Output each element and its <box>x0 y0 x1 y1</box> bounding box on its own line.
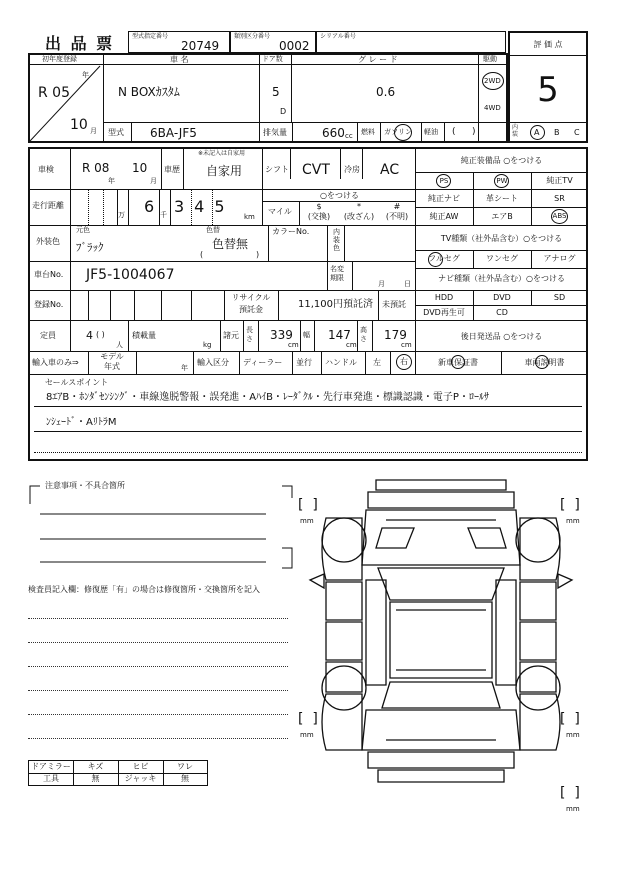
len-label: 長さ <box>246 326 253 343</box>
shift-label: シフト <box>265 165 289 174</box>
later-manual: 車両説明書 <box>524 358 565 367</box>
bracket-rear-right: [ ] <box>560 711 580 727</box>
model-value: 6BA-JF5 <box>150 126 197 140</box>
caution-frame <box>26 481 296 570</box>
capacity-label: 定員 <box>40 331 56 340</box>
mirror-label: ドアミラー <box>31 762 71 771</box>
doors-value: 5 <box>272 85 280 99</box>
change-color-label: 色替 <box>206 226 220 234</box>
unknown-text: (不明) <box>385 212 409 221</box>
car-name-label: 車 名 <box>170 55 189 64</box>
interior-label: 内装 <box>512 124 519 138</box>
vin-value: JF5-1004067 <box>86 267 175 283</box>
mm-rear-bottom: mm <box>566 805 580 813</box>
parallel-option: 並行 <box>296 358 312 367</box>
color-label: 外装色 <box>36 237 60 246</box>
inspect-year: R 08 <box>82 161 110 175</box>
paren-open: ( <box>200 250 204 259</box>
equip-cd: CD <box>496 308 508 317</box>
history-value: 自家用 <box>206 164 243 178</box>
mileage-man: 6 <box>144 197 155 216</box>
cc-label: 排気量 <box>263 128 287 137</box>
jack-label: ジャッキ <box>124 774 157 783</box>
cool-value: AC <box>380 162 400 178</box>
tv-fullseg: フルセグ <box>428 254 460 263</box>
load-label: 積載量 <box>132 331 156 340</box>
month-unit: 月 <box>90 127 97 135</box>
drive-4wd: 4WD <box>484 104 501 112</box>
namechg-label: 名変期限 <box>330 265 344 282</box>
fuel-paren: ( <box>452 127 456 137</box>
grade-label: グ レ ー ド <box>358 55 398 64</box>
inspector-label: 検査員記入欄：修復歴「有」の場合は修復箇所・交換箇所を記入 <box>28 585 260 594</box>
exchange-text: (交換) <box>307 212 331 221</box>
cool-label: 冷房 <box>344 165 360 174</box>
caution-label: 注意事項・不具合箇所 <box>45 481 125 490</box>
break-label: ワレ <box>177 762 193 771</box>
grade-score-label: 評 価 点 <box>533 40 563 49</box>
capacity-paren: ( ) <box>96 330 105 339</box>
hgt-value: 179 <box>384 328 407 342</box>
sales-label: セールスポイント <box>45 378 109 387</box>
jack-value: 無 <box>181 774 189 783</box>
exchange-sym: $ <box>316 202 322 211</box>
equip-std-tv: 純正TV <box>546 176 573 185</box>
tv-oneseg: ワンセグ <box>486 254 518 263</box>
type-no-value: 20749 <box>181 39 220 53</box>
namechg-day: 日 <box>404 280 411 288</box>
model-year-label-2: 年式 <box>104 362 120 371</box>
paren-close: ) <box>256 250 260 259</box>
mileage-sen: 345 <box>174 197 235 216</box>
reset-text: (改ざん) <box>343 212 375 221</box>
class-no-box <box>230 31 316 53</box>
interior-b: B <box>554 128 560 137</box>
import-label: 輸入車のみ⇒ <box>32 358 79 367</box>
bracket-front-left: [ ] <box>298 497 318 513</box>
mm-rear-left: mm <box>300 731 314 739</box>
wid-label: 幅 <box>303 331 310 339</box>
mm-front-left: mm <box>300 517 314 525</box>
history-note: ※未記入は自家用 <box>198 150 246 157</box>
reg-label: 登録No. <box>34 300 64 309</box>
change-color: 色替無 <box>212 237 249 251</box>
namechg-month: 月 <box>378 280 385 288</box>
navi-hdd: HDD <box>434 293 454 302</box>
serial-box <box>316 31 506 53</box>
bracket-rear-bottom: [ ] <box>560 785 580 801</box>
import-type-label: 輸入区分 <box>197 358 229 367</box>
recycle-value: 11,100円預託済 <box>298 299 373 310</box>
unknown-sym: # <box>393 202 401 211</box>
hgt-unit: cm <box>401 341 412 349</box>
drive-2wd: 2WD <box>484 77 501 85</box>
later-label: 後日発送品 ○をつける <box>460 332 543 341</box>
interior-a: A <box>534 128 540 137</box>
model-year-unit: 年 <box>181 364 188 372</box>
navi-label: ナビ種類（社外品含む）○をつける <box>438 274 565 283</box>
serial-label: シリアル番号 <box>320 33 356 40</box>
capacity-value: 4 <box>86 329 93 342</box>
vin-label: 車台No. <box>34 270 64 279</box>
scratch-label: キズ <box>87 762 104 771</box>
shift-value: CVT <box>302 162 330 178</box>
later-warranty: 新車保証書 <box>438 358 478 367</box>
inspect-label: 車検 <box>38 165 54 174</box>
tools-label: 工具 <box>43 774 59 783</box>
recycle-label-1: リサイクル <box>231 293 271 302</box>
equip-leather: 革シート <box>486 194 518 203</box>
model-label: 型式 <box>108 128 124 137</box>
hgt-label: 高さ <box>360 326 367 343</box>
mm-front-right: mm <box>566 517 580 525</box>
dims-label: 諸元 <box>223 331 239 340</box>
reset-sym: * <box>357 202 361 211</box>
interior-c: C <box>574 128 580 137</box>
equip-std-aw: 純正AW <box>429 212 459 221</box>
tv-analog: アナログ <box>543 254 576 263</box>
history-label: 車歴 <box>164 165 180 174</box>
tv-label: TV種類（社外品含む）○をつける <box>440 234 563 243</box>
class-no-value: 0002 <box>279 39 310 53</box>
len-unit: cm <box>288 341 299 349</box>
navi-sd: SD <box>553 293 566 302</box>
equip-sr: SR <box>554 194 565 203</box>
doors-d: D <box>280 107 287 116</box>
inspect-month-unit: 月 <box>150 177 157 185</box>
type-no-box <box>128 31 230 53</box>
dealer-option: ディーラー <box>243 358 283 367</box>
type-no-label: 型式指定番号 <box>132 33 169 40</box>
equip-abs: ABS <box>552 212 567 220</box>
orig-color: ﾌﾞﾗｯｸ <box>76 241 104 254</box>
mm-rear-right: mm <box>566 731 580 739</box>
orig-color-label: 元色 <box>76 226 90 234</box>
color-no-label: カラーNo. <box>272 227 310 236</box>
class-no-label: 類別区分番号 <box>234 33 271 40</box>
dvd-playback: DVD再生可 <box>423 308 465 317</box>
fuel-gas: ガソリン <box>384 128 412 136</box>
form-title: 出 品 票 <box>45 34 115 53</box>
mileage-label: 走行距離 <box>32 201 64 210</box>
km-unit: km <box>244 213 255 221</box>
navi-dvd: DVD <box>493 293 511 302</box>
recycle-label-2: 預託金 <box>239 305 263 314</box>
mile-option: マイル <box>268 207 292 216</box>
grade-value: 0.6 <box>376 85 396 99</box>
bracket-front-right: [ ] <box>560 497 580 513</box>
equip-pw: PW <box>496 177 508 185</box>
year-unit: 年 <box>82 71 89 79</box>
std-equip-label: 純正装備品 ○をつける <box>460 156 543 165</box>
fuel-diesel: 軽油 <box>424 128 438 136</box>
man-unit: 万 <box>118 211 125 219</box>
right-option: 右 <box>400 357 408 366</box>
equip-std-navi: 純正ナビ <box>428 194 460 203</box>
first-reg-year: R 05 <box>38 85 70 101</box>
drive-label: 駆動 <box>483 55 497 63</box>
first-reg-month: 10 <box>70 117 88 133</box>
cc-unit: cc <box>345 132 353 140</box>
tools-table <box>28 760 208 786</box>
first-reg-label: 初年度登録 <box>42 55 77 63</box>
tools-value: 無 <box>91 774 100 783</box>
car-name-value: N BOXｶｽﾀﾑ <box>118 85 180 99</box>
sales-line-1: 8ｴｱB・ﾎﾝﾀﾞｾﾝｼﾝｸﾞ・車線逸脱警報・誤発進・AﾊｲB・ﾚｰﾀﾞｸﾙ・先行車発進・標識認識・電子P・ﾛｰﾙｻ <box>46 392 489 403</box>
inspect-year-unit: 年 <box>108 177 115 185</box>
sen-unit: 千 <box>160 211 167 219</box>
len-value: 339 <box>270 328 293 342</box>
fuel-label: 燃料 <box>361 128 375 136</box>
load-unit: kg <box>203 341 212 349</box>
left-option: 左 <box>373 358 381 367</box>
capacity-unit: 人 <box>116 341 123 349</box>
equip-airbag: エアB <box>491 212 513 221</box>
inspect-month: 10 <box>132 161 148 175</box>
bracket-rear-left: [ ] <box>298 711 318 727</box>
cc-value: 660 <box>322 126 345 140</box>
equip-ps: PS <box>439 177 449 185</box>
wid-value: 147 <box>328 328 351 342</box>
model-year-label-1: モデル <box>100 352 124 361</box>
sales-line-2: ﾝｼｪｰﾄﾞ・AﾘﾄﾗM <box>46 417 117 428</box>
handle-label: ハンドル <box>325 358 357 367</box>
meter-note: ○をつける <box>320 191 359 200</box>
grade-score-value: 5 <box>537 70 559 110</box>
crack-label: ヒビ <box>132 762 149 771</box>
recycle-no: 未預託 <box>382 300 406 309</box>
doors-label: ドア数 <box>262 55 283 63</box>
wid-unit: cm <box>346 341 357 349</box>
fuel-paren-close: ) <box>472 127 476 137</box>
int-color-label: 内装色 <box>333 228 340 252</box>
